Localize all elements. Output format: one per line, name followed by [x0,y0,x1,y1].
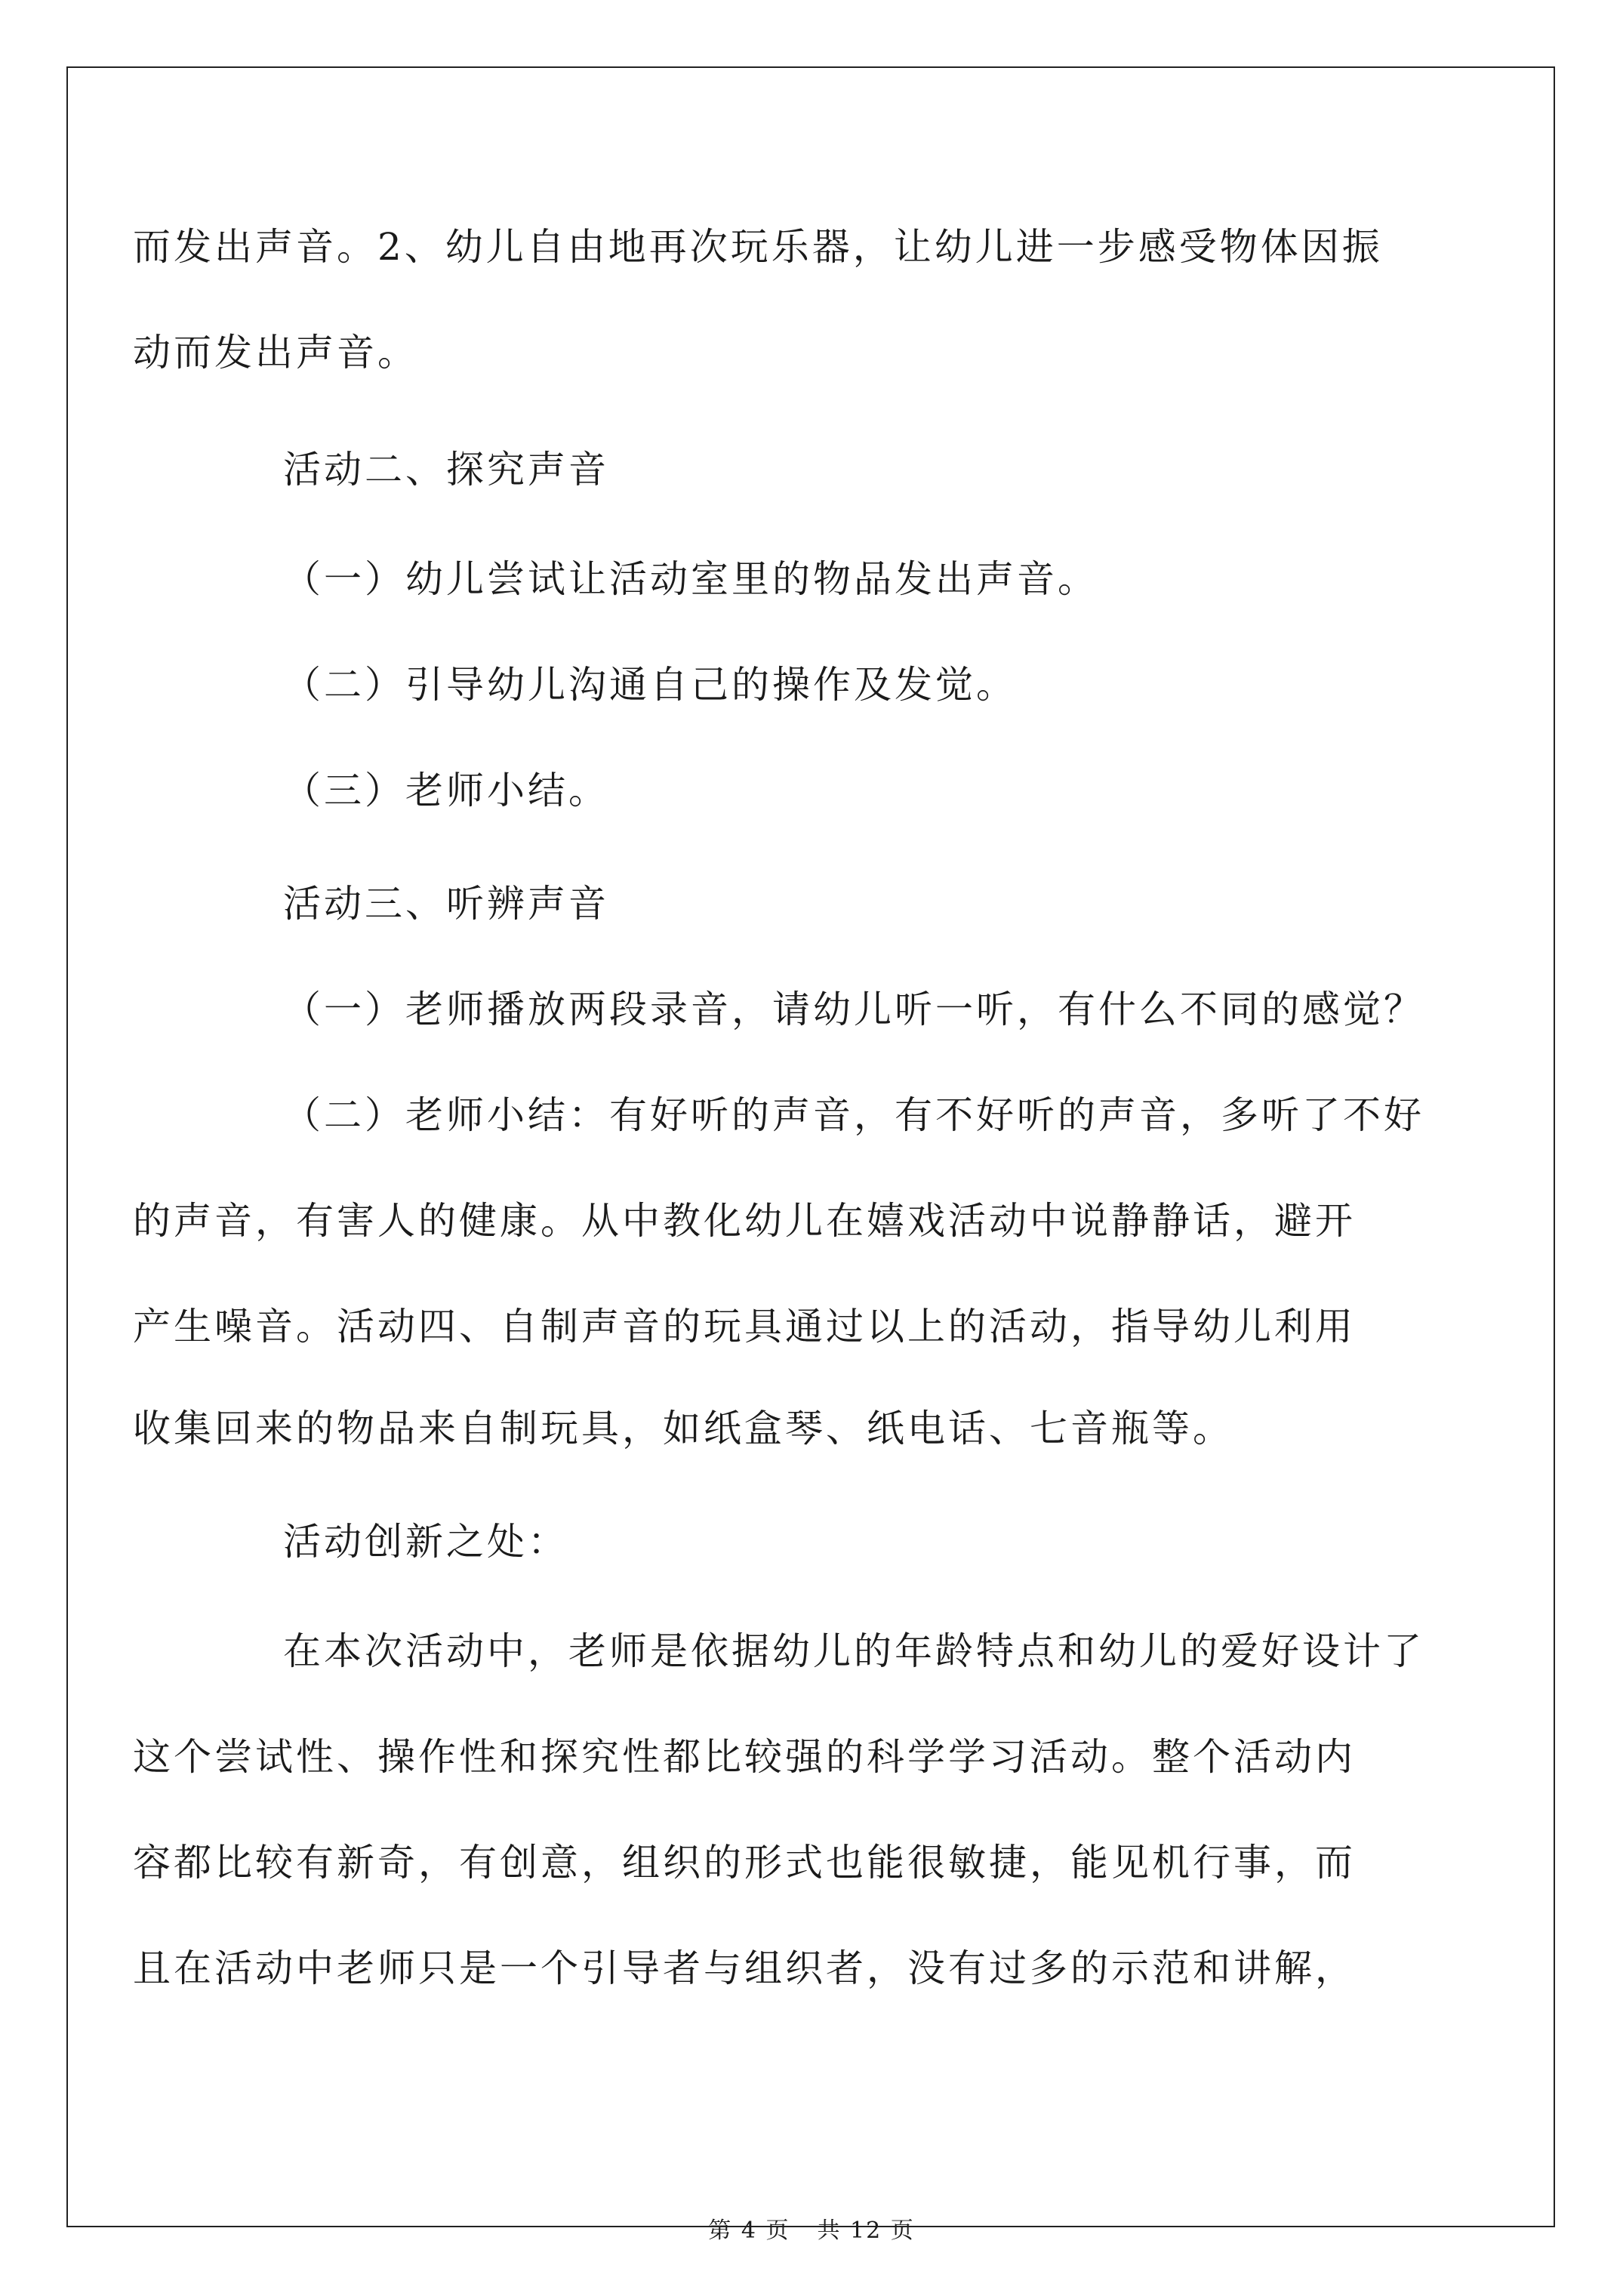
text-line: 收集回来的物品来自制玩具，如纸盒琴、纸电话、七音瓶等。 [133,1407,1233,1450]
text-line: 的声音，有害人的健康。从中教化幼儿在嬉戏活动中说静静话，避开 [133,1199,1356,1243]
section-heading: 活动创新之处： [283,1520,568,1564]
text-line: 在本次活动中，老师是依据幼儿的年龄特点和幼儿的爱好设计了 [283,1629,1424,1673]
page-number: 第 4 页 [708,2217,790,2244]
text-line: （三）老师小结。 [283,769,609,812]
page-total: 共 12 页 [817,2217,915,2244]
text-line: 而发出声音。2、幼儿自由地再次玩乐器，让幼儿进一步感受物体因振 [133,225,1383,269]
text-line: （二）老师小结：有好听的声音，有不好听的声音，多听了不好 [283,1093,1424,1137]
text-line: （一）老师播放两段录音，请幼儿听一听，有什么不同的感觉？ [283,988,1424,1031]
page-border [66,66,1555,2227]
text-line: 容都比较有新奇，有创意，组织的形式也能很敏捷，能见机行事，而 [133,1841,1356,1885]
text-line: 动而发出声音。 [133,331,418,374]
text-line: （一）幼儿尝试让活动室里的物品发出声音。 [283,557,1098,601]
section-heading: 活动二、探究声音 [283,448,609,492]
text-line: 这个尝试性、操作性和探究性都比较强的科学学习活动。整个活动内 [133,1735,1356,1779]
text-line: 产生噪音。活动四、自制声音的玩具通过以上的活动，指导幼儿利用 [133,1305,1356,1348]
text-line: 且在活动中老师只是一个引导者与组织者，没有过多的示范和讲解， [133,1946,1356,1990]
text-line: （二）引导幼儿沟通自己的操作及发觉。 [283,663,1017,707]
page-footer [0,2216,1623,2246]
section-heading: 活动三、听辨声音 [283,882,609,926]
